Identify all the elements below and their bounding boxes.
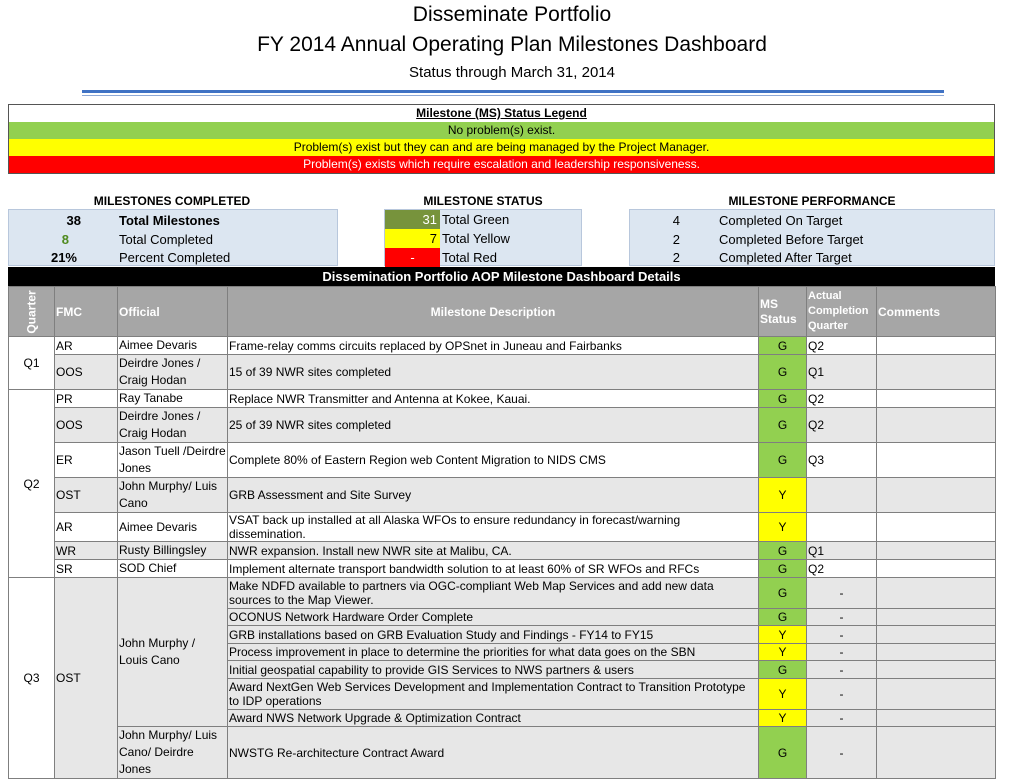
legend-green: No problem(s) exist. — [9, 122, 994, 139]
fmc-cell: ER — [55, 443, 118, 478]
actual-quarter-cell: - — [807, 661, 877, 679]
before-target-label: Completed Before Target — [719, 232, 864, 247]
official-cell: SOD Chief — [118, 560, 228, 578]
actual-quarter-cell: - — [807, 679, 877, 710]
comments-cell — [877, 513, 996, 542]
description-cell: Award NextGen Web Services Development and Implementation Contract to Transition Prototype to IDP operations — [228, 679, 759, 710]
col-comments: Comments — [877, 287, 996, 337]
description-cell: Award NWS Network Upgrade & Optimization Contract — [228, 710, 759, 727]
actual-quarter-cell: - — [807, 710, 877, 727]
legend-red: Problem(s) exists which require escalation and leadership responsiveness. — [9, 156, 994, 173]
status-cell: G — [759, 727, 807, 779]
header-rule-thin — [82, 95, 944, 96]
actual-quarter-cell: - — [807, 609, 877, 626]
status-cell: G — [759, 443, 807, 478]
table-row — [9, 408, 996, 443]
official-cell: John Murphy / Louis Cano — [118, 578, 228, 727]
comments-cell — [877, 609, 996, 626]
description-cell: Initial geospatial capability to provide GIS Services to NWS partners & users — [228, 661, 759, 679]
table-row — [9, 513, 996, 542]
comments-cell — [877, 560, 996, 578]
official-cell: Deirdre Jones / Craig Hodan — [118, 355, 228, 390]
quarter-cell: Q2 — [9, 390, 55, 578]
status-cell: Y — [759, 644, 807, 661]
actual-quarter-cell: - — [807, 626, 877, 644]
actual-quarter-cell: Q2 — [807, 560, 877, 578]
page-title: Disseminate Portfolio — [412, 3, 612, 26]
before-target-value: 2 — [672, 232, 680, 247]
actual-quarter-cell: - — [807, 727, 877, 779]
col-fmc: FMC — [55, 287, 118, 337]
percent-completed-label: Percent Completed — [119, 250, 231, 265]
status-cell: G — [759, 408, 807, 443]
comments-cell — [877, 478, 996, 513]
details-banner: Dissemination Portfolio AOP Milestone Dashboard Details — [8, 267, 995, 286]
table-row — [9, 727, 996, 779]
comments-cell — [877, 626, 996, 644]
fmc-cell: OST — [55, 578, 118, 779]
performance-heading: MILESTONE PERFORMANCE — [728, 194, 896, 208]
page-subtitle: FY 2014 Annual Operating Plan Milestones Dashboard — [257, 33, 767, 56]
official-cell: Aimee Devaris — [118, 513, 228, 542]
actual-quarter-cell: Q1 — [807, 355, 877, 390]
table-row — [9, 390, 996, 408]
description-cell: 25 of 39 NWR sites completed — [228, 408, 759, 443]
total-completed-label: Total Completed — [119, 232, 213, 247]
status-cell: G — [759, 390, 807, 408]
col-ms-status: MS Status — [759, 287, 807, 337]
status-summary — [384, 209, 582, 266]
comments-cell — [877, 727, 996, 779]
actual-quarter-cell — [807, 478, 877, 513]
total-red-label: Total Red — [442, 250, 497, 265]
fmc-cell: OOS — [55, 355, 118, 390]
status-cell: G — [759, 560, 807, 578]
total-milestones-value: 38 — [66, 213, 81, 228]
fmc-cell: SR — [55, 560, 118, 578]
fmc-cell: OST — [55, 478, 118, 513]
table-row — [9, 542, 996, 560]
status-cell: G — [759, 661, 807, 679]
official-cell: Jason Tuell /Deirdre Jones — [118, 443, 228, 478]
description-cell: Process improvement in place to determine the priorities for what data goes on the SBN — [228, 644, 759, 661]
quarter-cell: Q1 — [9, 337, 55, 390]
status-cell: G — [759, 609, 807, 626]
legend-yellow: Problem(s) exist but they can and are being managed by the Project Manager. — [9, 139, 994, 156]
comments-cell — [877, 679, 996, 710]
status-cell: Y — [759, 513, 807, 542]
table-row — [9, 443, 996, 478]
status-legend — [8, 104, 995, 174]
comments-cell — [877, 337, 996, 355]
actual-quarter-cell: Q2 — [807, 337, 877, 355]
table-row — [9, 578, 996, 609]
on-target-value: 4 — [672, 213, 680, 228]
description-cell: GRB Assessment and Site Survey — [228, 478, 759, 513]
actual-quarter-cell: - — [807, 578, 877, 609]
performance-summary — [629, 209, 995, 266]
official-cell: Rusty Billingsley — [118, 542, 228, 560]
status-cell: Y — [759, 679, 807, 710]
status-heading: MILESTONE STATUS — [423, 194, 543, 208]
fmc-cell: PR — [55, 390, 118, 408]
status-cell: G — [759, 355, 807, 390]
description-cell: Make NDFD available to partners via OGC-compliant Web Map Services and add new data sources to the Map Viewer. — [228, 578, 759, 609]
official-cell: Aimee Devaris — [118, 337, 228, 355]
completed-summary — [8, 209, 338, 266]
actual-quarter-cell: Q3 — [807, 443, 877, 478]
table-row — [9, 560, 996, 578]
description-cell: Implement alternate transport bandwidth solution to at least 60% of SR WFOs and RFCs — [228, 560, 759, 578]
description-cell: VSAT back up installed at all Alaska WFOs to ensure redundancy in forecast/warning dissemination. — [228, 513, 759, 542]
description-cell: Frame-relay comms circuits replaced by OPSnet in Juneau and Fairbanks — [228, 337, 759, 355]
status-cell: Y — [759, 478, 807, 513]
status-cell: Y — [759, 626, 807, 644]
completed-heading: MILESTONES COMPLETED — [93, 194, 251, 208]
actual-quarter-cell: Q1 — [807, 542, 877, 560]
comments-cell — [877, 661, 996, 679]
status-cell: G — [759, 578, 807, 609]
comments-cell — [877, 355, 996, 390]
description-cell: NWR expansion. Install new NWR site at Malibu, CA. — [228, 542, 759, 560]
status-cell: G — [759, 337, 807, 355]
actual-quarter-cell — [807, 513, 877, 542]
comments-cell — [877, 644, 996, 661]
on-target-label: Completed On Target — [719, 213, 843, 228]
actual-quarter-cell: Q2 — [807, 408, 877, 443]
comments-cell — [877, 710, 996, 727]
description-cell: Complete 80% of Eastern Region web Content Migration to NIDS CMS — [228, 443, 759, 478]
total-milestones-label: Total Milestones — [119, 213, 220, 228]
comments-cell — [877, 408, 996, 443]
col-actual-quarter: Actual Completion Quarter — [807, 287, 877, 337]
status-date: Status through March 31, 2014 — [409, 64, 615, 81]
table-row — [9, 355, 996, 390]
status-cell: Y — [759, 710, 807, 727]
total-green-value: 31 — [385, 210, 440, 229]
comments-cell — [877, 542, 996, 560]
col-quarter: Quarter — [9, 287, 55, 337]
status-cell: G — [759, 542, 807, 560]
table-header — [9, 287, 996, 337]
total-yellow-label: Total Yellow — [442, 231, 510, 246]
description-cell: NWSTG Re-architecture Contract Award — [228, 727, 759, 779]
description-cell: 15 of 39 NWR sites completed — [228, 355, 759, 390]
official-cell: John Murphy/ Luis Cano — [118, 478, 228, 513]
actual-quarter-cell: Q2 — [807, 390, 877, 408]
fmc-cell: WR — [55, 542, 118, 560]
col-description: Milestone Description — [228, 287, 759, 337]
total-red-value: - — [385, 248, 440, 267]
actual-quarter-cell: - — [807, 644, 877, 661]
col-official: Official — [118, 287, 228, 337]
after-target-value: 2 — [672, 250, 680, 265]
description-cell: OCONUS Network Hardware Order Complete — [228, 609, 759, 626]
after-target-label: Completed After Target — [719, 250, 852, 265]
official-cell: Deirdre Jones / Craig Hodan — [118, 408, 228, 443]
description-cell: GRB installations based on GRB Evaluation Study and Findings - FY14 to FY15 — [228, 626, 759, 644]
official-cell: John Murphy/ Luis Cano/ Deirdre Jones — [118, 727, 228, 779]
legend-title: Milestone (MS) Status Legend — [9, 105, 994, 122]
total-completed-value: 8 — [61, 232, 69, 247]
fmc-cell: AR — [55, 513, 118, 542]
header-rule — [82, 90, 944, 93]
comments-cell — [877, 390, 996, 408]
comments-cell — [877, 578, 996, 609]
table-row — [9, 478, 996, 513]
comments-cell — [877, 443, 996, 478]
quarter-cell: Q3 — [9, 578, 55, 779]
percent-completed-value: 21% — [50, 250, 77, 265]
table-row — [9, 337, 996, 355]
fmc-cell: AR — [55, 337, 118, 355]
milestone-table — [8, 286, 996, 779]
total-yellow-value: 7 — [385, 229, 440, 248]
fmc-cell: OOS — [55, 408, 118, 443]
total-green-label: Total Green — [442, 212, 510, 227]
official-cell: Ray Tanabe — [118, 390, 228, 408]
description-cell: Replace NWR Transmitter and Antenna at Kokee, Kauai. — [228, 390, 759, 408]
